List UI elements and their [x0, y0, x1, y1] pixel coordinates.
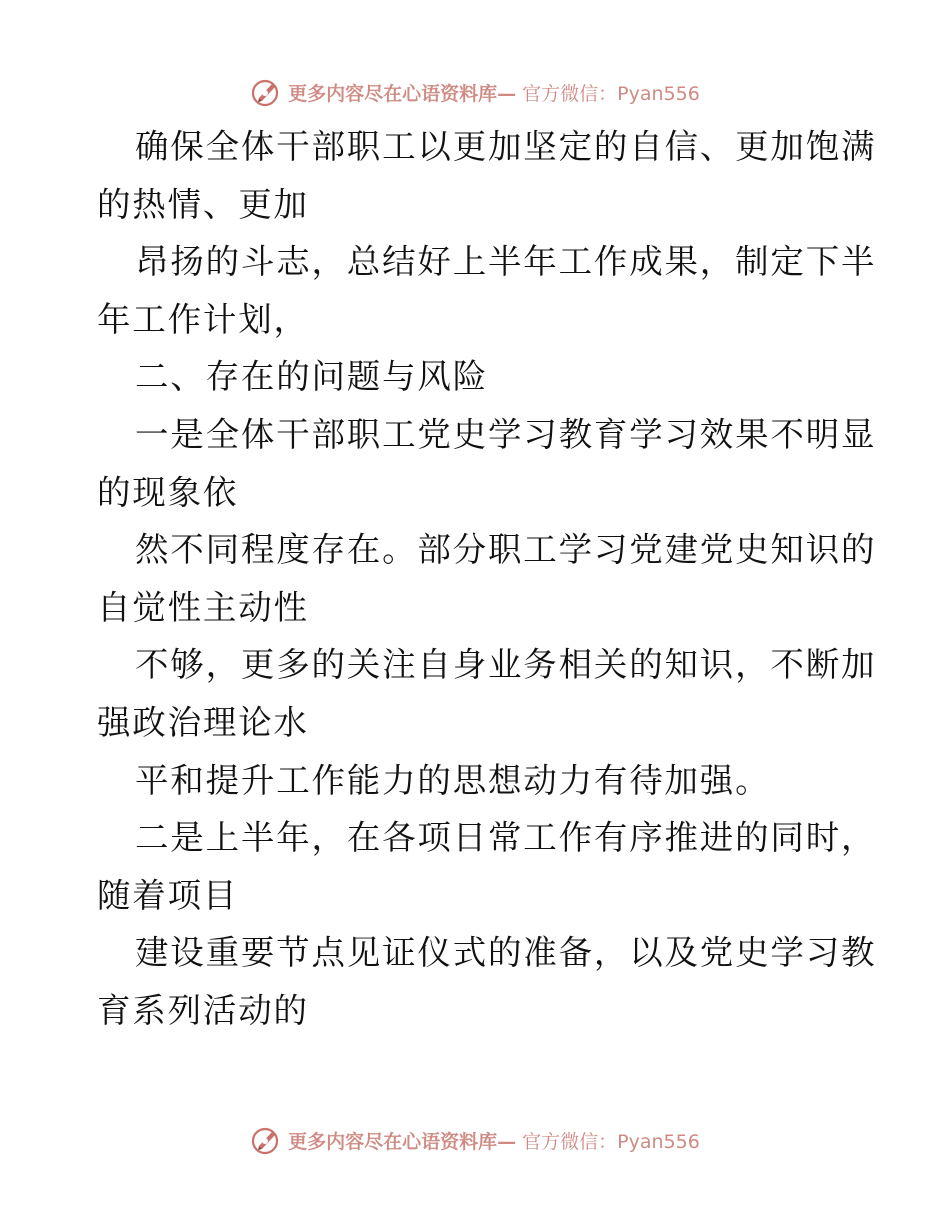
text-line: 的现象依 — [97, 472, 239, 512]
text-line: 平和提升工作能力的思想动力有待加强。 — [135, 760, 771, 800]
watermark-wechat: 官方微信：Pyan556 — [522, 82, 700, 105]
header-watermark — [0, 72, 950, 112]
text-line: 然不同程度存在。部分职工学习党建党史知识的 — [135, 530, 877, 570]
text-line: 一是全体干部职工党史学习教育学习效果不明显 — [135, 414, 877, 454]
section-heading: 二、存在的问题与风险 — [135, 357, 488, 397]
text-line: 不够，更多的关注自身业务相关的知识，不断加 — [135, 645, 877, 685]
pen-logo-icon — [250, 76, 282, 108]
watermark-text: 更多内容尽在心语资料库— — [288, 82, 517, 105]
text-line: 昂扬的斗志，总结好上半年工作成果，制定下半 — [135, 242, 877, 282]
text-line: 随着项目 — [97, 875, 239, 915]
document-body — [97, 118, 877, 1040]
text-line: 强政治理论水 — [97, 702, 309, 742]
text-line: 二是上半年，在各项日常工作有序推进的同时， — [135, 818, 877, 858]
pen-logo-icon — [250, 1124, 282, 1156]
watermark-text: 更多内容尽在心语资料库— — [288, 1130, 517, 1153]
footer-watermark — [0, 1120, 950, 1160]
text-line: 确保全体干部职工以更加坚定的自信、更加饱满 — [135, 127, 877, 166]
text-line: 自觉性主动性 — [97, 587, 309, 627]
text-line: 年工作计划， — [97, 299, 309, 339]
text-line: 建设重要节点见证仪式的准备，以及党史学习教 — [135, 933, 877, 973]
text-line: 育系列活动的 — [97, 990, 309, 1030]
watermark-wechat: 官方微信：Pyan556 — [522, 1130, 700, 1153]
text-line: 的热情、更加 — [97, 184, 309, 224]
